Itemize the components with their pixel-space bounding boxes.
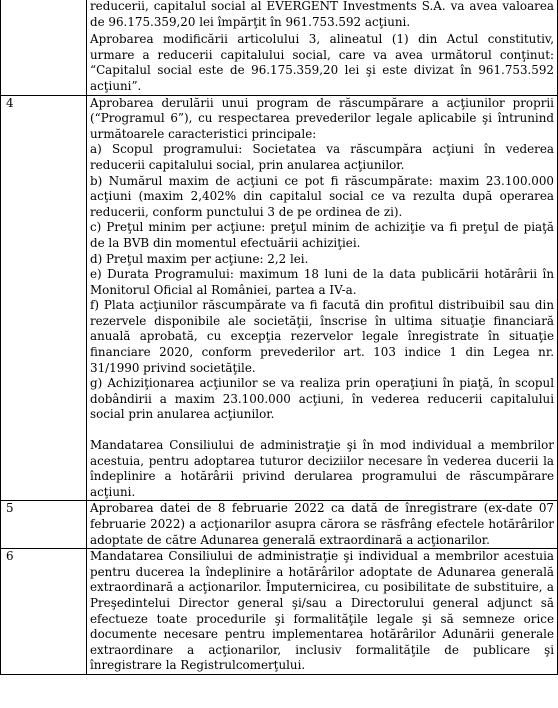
paragraph: Mandatarea Consiliului de administraţie şi individual a membrilor acestuia pentru ducerea la îndeplinire a hotărârilor adoptate de Adunarea generală extraordinară a acţionarilor. Împuternicirea, cu posibilitate de substituire, a Preşedintelui Director general şi/sau a Directorului general adjunct să efectueze toate procedurile şi formalităţile legale şi să semneze orice documente necesare pentru implementarea hotărârilor Adunării generale extraordinare a acţionarilor, inclusiv formalităţile de publicare şi înregistrare la Registrulcomerţului. (90, 549, 554, 673)
table-row (1, 501, 558, 549)
table-row (1, 549, 558, 675)
item-text-cell (87, 501, 558, 549)
list-item: c) Preţul minim per acţiune: preţul minim de achiziţie va fi preţul de piaţă de la BVB din momentul efectuării achiziţiei. (90, 220, 554, 250)
item-text-cell (87, 95, 558, 501)
table-row (1, 0, 558, 95)
item-text-cell (87, 0, 558, 95)
list-item: b) Numărul maxim de acţiuni ce pot fi răscumpărate: maxim 23.100.000 acţiuni (maxim 2,402% din capitalul social ce va rezulta după operarea reducerii, conform punctului 3 de pe ordinea de zi). (90, 173, 554, 219)
paragraph: Aprobarea derulării unui program de răscumpărare a acţiunilor proprii (“Programul 6”), cu respectarea prevederilor legale aplicabile şi întrunind următoarele caracteristici principale: (90, 95, 554, 141)
item-number-cell: 4 (1, 95, 87, 501)
paragraph: Aprobarea datei de 8 februarie 2022 ca dată de înregistrare (ex-date 07 februarie 2022) a acţionarilor asupra cărora se răsfrâng efectele hotărârilor adoptate de către Adunarea generală extraordinară a acţionarilor. (90, 501, 554, 547)
list-item: f) Plata acţiunilor răscumpărate va fi facută din profitul distribuibil sau din rezervele disponibile ale societăţii, înscrise în ultima situaţie financiară anuală aprobată, cu excepţia rezervelor legale înregistrate în situaţie financiare 2020, conform prevederilor art. 103 indice 1 din Legea nr. 31/1990 privind societăţile. (90, 298, 554, 375)
item-text-cell (87, 549, 558, 675)
paragraph: Mandatarea Consiliului de administraţie şi în mod individual a membrilor acestuia, pentru adoptarea tuturor deciziilor necesare în vederea ducerii la îndeplinire a hotărârii privind derularea programului de răscumpărare acţiuni. (90, 438, 554, 499)
list-item: a) Scopul programului: Societatea va răscumpăra acţiuni în vederea reducerii capitalului social, prin anularea acţiunilor. (90, 142, 554, 172)
paragraph: reducerii, capitalul social al EVERGENT Investments S.A. va avea valoarea de 96.175.359,20 lei împărţit în 961.753.592 acţiuni. (90, 0, 554, 29)
item-number-cell: 5 (1, 501, 87, 549)
list-item: g) Achiziţionarea acţiunilor se va realiza prin operaţiuni în piaţă, în scopul dobândirii a maxim 23.100.000 acţiuni, în vederea reducerii capitalului social prin anularea acţiunilor. (90, 376, 554, 422)
table-row (1, 95, 558, 501)
paragraph: Aprobarea modificării articolului 3, alineatul (1) din Actul constitutiv, urmare a reducerii capitalului social, care va avea următorul conţinut: “Capitalul social este de 96.175.359,20 lei şi este divizat în 961.753.592 acţiuni”. (90, 32, 554, 93)
item-number-cell: 6 (1, 549, 87, 675)
item-number-cell (1, 0, 87, 95)
list-item: d) Preţul maxim per acţiune: 2,2 lei. (90, 251, 309, 266)
list-item: e) Durata Programului: maximum 18 luni de la data publicării hotărârii în Monitorul Oficial al României, partea a IV-a. (90, 267, 554, 297)
